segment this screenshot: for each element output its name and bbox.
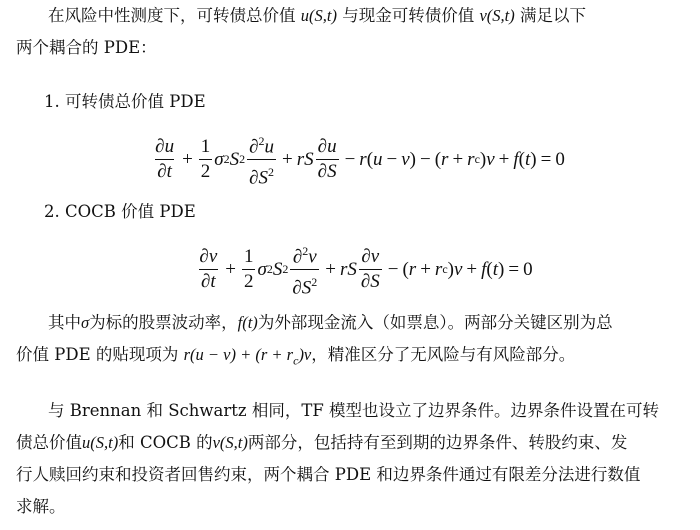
u-function: u(S,t) <box>300 6 337 25</box>
paragraph-line-2 <box>0 427 627 459</box>
fraction: $\frac{\partial^2u}{\partial S^2}$ <box>249 134 275 189</box>
intro-text: 两个耦合的 PDE： <box>16 38 157 57</box>
boundary-paragraph <box>16 395 684 523</box>
sigma-symbol: σ <box>81 313 90 332</box>
discount-term <box>183 345 312 368</box>
v-function: v(S,t) <box>479 6 515 25</box>
subscript: c <box>293 353 299 368</box>
equation-cocb-value-pde: $\frac{\partial v}{\partial t}$ + $\frac{1}{2}$ σ 2 S 2 $\frac{\partial^2v}{\partial S^2}$ + rS $\frac{\partial v}{\partial S}$ − ( r + r c ) v + f ( t ) = 0 <box>14 240 700 300</box>
f-of-t: f(t) <box>237 313 258 332</box>
fraction: $\frac{1}{2}$ <box>243 246 254 293</box>
paragraph-text: 债总价值 <box>16 433 82 452</box>
fraction: $\frac{\partial u}{\partial S}$ <box>317 136 337 183</box>
equation-total-value-pde: $\frac{\partial u}{\partial t}$ + $\frac{1}{2}$ σ 2 S 2 $\frac{\partial^2u}{\partial S^2}$ + rS $\frac{\partial u}{\partial S}$ − r ( u − v ) − ( r + r c ) v + f ( t ) = 0 <box>8 130 700 190</box>
fraction: $\frac{\partial v}{\partial t}$ <box>199 246 218 293</box>
explain-text: ，精准区分了无风险与有风险部分。 <box>311 345 576 364</box>
explanation-paragraph <box>16 307 684 376</box>
intro-paragraph <box>16 0 684 64</box>
fraction: $\frac{1}{2}$ <box>200 136 211 183</box>
paragraph-text: 与 Brennan 和 Schwartz 相同，TF 模型也设立了边界条件。边界条件设置在可转 <box>48 401 660 420</box>
fraction: $\frac{\partial u}{\partial t}$ <box>155 136 175 183</box>
paragraph-text: 求解。 <box>16 497 66 516</box>
section-2-heading: 2. COCB 价值 PDE <box>44 202 196 221</box>
u-function: u(S,t) <box>82 433 119 452</box>
section-1-heading: 1. 可转债总价值 PDE <box>44 92 206 111</box>
paragraph-text: 和 COCB 的 <box>118 433 213 452</box>
intro-text: 与现金可转债价值 <box>342 6 475 25</box>
explain-line-2 <box>0 339 575 376</box>
fraction: $\frac{\partial^2v}{\partial S^2}$ <box>292 244 318 299</box>
discount-term-text: r(u − v) + (r + r <box>183 345 294 364</box>
v-function: v(S,t) <box>212 433 248 452</box>
discount-term-end: )v <box>298 345 312 364</box>
explain-text: 其中 <box>48 313 81 332</box>
paragraph-text: 两部分，包括持有至到期的边界条件、转股约束、发 <box>247 433 628 452</box>
explain-text: 价值 PDE 的贴现项为 <box>16 345 179 364</box>
intro-text: 满足以下 <box>519 6 586 25</box>
fraction: $\frac{\partial v}{\partial S}$ <box>360 246 380 293</box>
explain-text: 为外部现金流入（如票息）。两部分关键区别为总 <box>257 313 613 332</box>
paragraph-text: 行人赎回约束和投资者回售约束，两个耦合 PDE 和边界条件通过有限差分法进行数值 <box>16 465 641 484</box>
explain-text: 为标的股票波动率， <box>89 313 238 332</box>
intro-text: 在风险中性测度下，可转债总价值 <box>48 6 296 25</box>
